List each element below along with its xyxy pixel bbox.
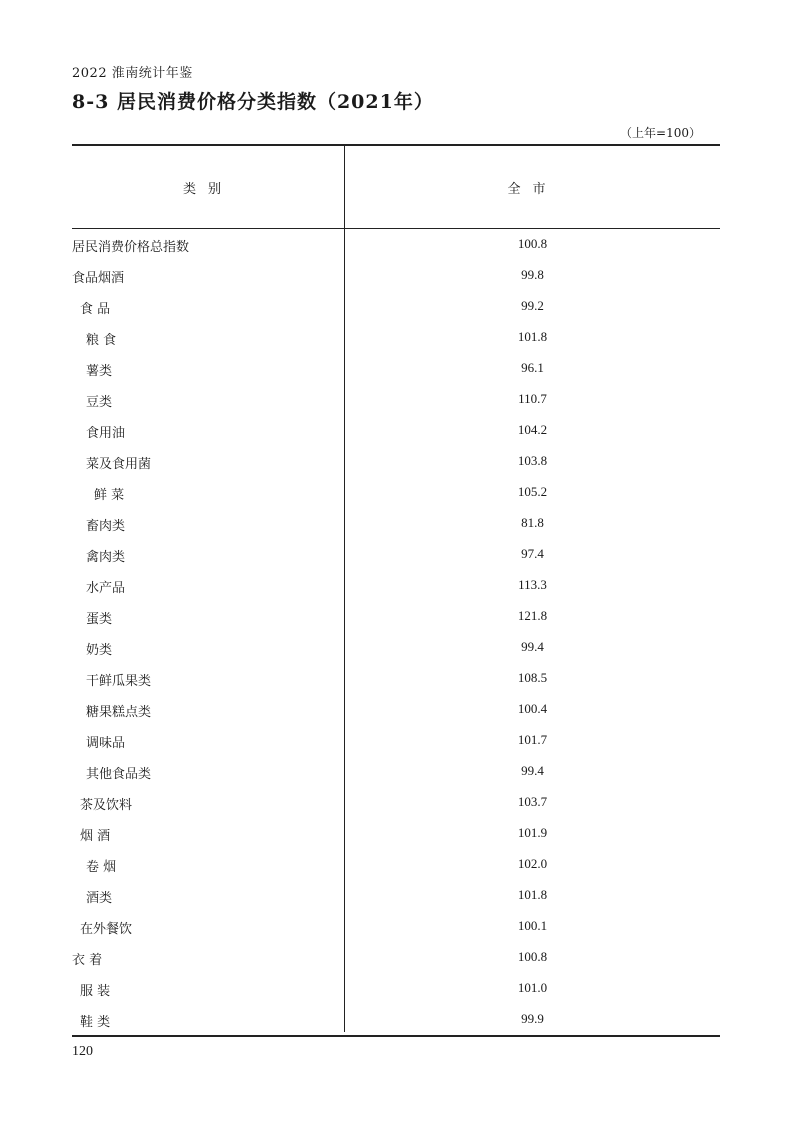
row-category: 衣 着	[72, 953, 103, 968]
table-row	[72, 663, 720, 694]
row-value: 103.8	[517, 453, 548, 468]
row-value: 108.5	[517, 670, 548, 685]
unit-note: （上年=100）	[620, 126, 701, 140]
row-value: 99.4	[521, 763, 544, 778]
table-row	[72, 818, 720, 849]
table-row	[72, 353, 720, 384]
table-row	[72, 477, 720, 508]
table-title: 8-3 居民消费价格分类指数（2021年）	[72, 91, 434, 113]
table-row	[72, 942, 720, 973]
row-category: 粮 食	[86, 333, 117, 348]
page-number: 120	[72, 1044, 93, 1059]
table-row	[72, 725, 720, 756]
row-category: 服 装	[80, 984, 111, 999]
row-value: 101.8	[517, 887, 548, 902]
row-category: 水产品	[86, 581, 126, 596]
table-row	[72, 508, 720, 539]
row-value: 110.7	[518, 391, 547, 406]
row-value: 113.3	[518, 577, 547, 592]
table-row	[72, 446, 720, 477]
table-row	[72, 694, 720, 725]
row-value: 97.4	[521, 546, 544, 561]
row-category: 食 品	[80, 302, 111, 317]
row-value: 100.8	[517, 949, 548, 964]
row-value: 81.8	[521, 515, 544, 530]
table-row	[72, 880, 720, 911]
row-value: 100.8	[517, 236, 548, 251]
row-category: 茶及饮料	[80, 798, 133, 813]
table-bottom-rule	[72, 1035, 720, 1037]
row-category: 酒类	[86, 891, 113, 906]
row-value: 121.8	[517, 608, 548, 623]
row-value: 101.9	[517, 825, 548, 840]
row-category: 干鲜瓜果类	[86, 674, 152, 689]
row-category: 居民消费价格总指数	[72, 240, 190, 255]
table-row	[72, 384, 720, 415]
row-value: 102.0	[517, 856, 548, 871]
table-row	[72, 291, 720, 322]
table-header	[72, 146, 720, 228]
row-value: 99.2	[521, 298, 544, 313]
header-city: 全市	[507, 181, 558, 197]
table-row	[72, 260, 720, 291]
table-row	[72, 632, 720, 663]
row-value: 101.8	[517, 329, 548, 344]
row-category: 其他食品类	[86, 767, 152, 782]
row-value: 99.8	[521, 267, 544, 282]
row-value: 100.4	[517, 701, 548, 716]
row-category: 调味品	[86, 736, 126, 751]
row-value: 100.1	[517, 918, 548, 933]
row-category: 畜肉类	[86, 519, 126, 534]
row-value: 99.4	[521, 639, 544, 654]
row-value: 96.1	[521, 360, 544, 375]
price-index-table	[72, 144, 720, 1037]
row-category: 卷 烟	[86, 860, 117, 875]
row-value: 104.2	[517, 422, 548, 437]
header-category: 类别	[182, 181, 233, 197]
row-category: 菜及食用菌	[86, 457, 152, 472]
row-category: 薯类	[86, 364, 113, 379]
table-row	[72, 570, 720, 601]
row-category: 烟 酒	[80, 829, 111, 844]
table-row	[72, 973, 720, 1004]
row-value: 105.2	[517, 484, 548, 499]
table-row	[72, 756, 720, 787]
row-category: 在外餐饮	[80, 922, 133, 937]
row-value: 101.7	[517, 732, 548, 747]
row-value: 99.9	[521, 1011, 544, 1026]
table-row	[72, 911, 720, 942]
row-category: 食品烟酒	[72, 271, 125, 286]
table-row	[72, 787, 720, 818]
book-title: 2022 淮南统计年鉴	[72, 66, 193, 81]
table-row	[72, 1004, 720, 1035]
table-row	[72, 229, 720, 260]
row-category: 蛋类	[86, 612, 113, 627]
row-category: 奶类	[86, 643, 113, 658]
row-value: 101.0	[517, 980, 548, 995]
row-category: 鲜 菜	[94, 488, 125, 503]
table-body	[72, 229, 720, 1035]
table-row	[72, 849, 720, 880]
row-category: 豆类	[86, 395, 113, 410]
table-row	[72, 539, 720, 570]
table-row	[72, 415, 720, 446]
row-value: 103.7	[517, 794, 548, 809]
table-row	[72, 601, 720, 632]
table-row	[72, 322, 720, 353]
row-category: 糖果糕点类	[86, 705, 152, 720]
row-category: 鞋 类	[80, 1015, 111, 1030]
row-category: 食用油	[86, 426, 126, 441]
row-category: 禽肉类	[86, 550, 126, 565]
